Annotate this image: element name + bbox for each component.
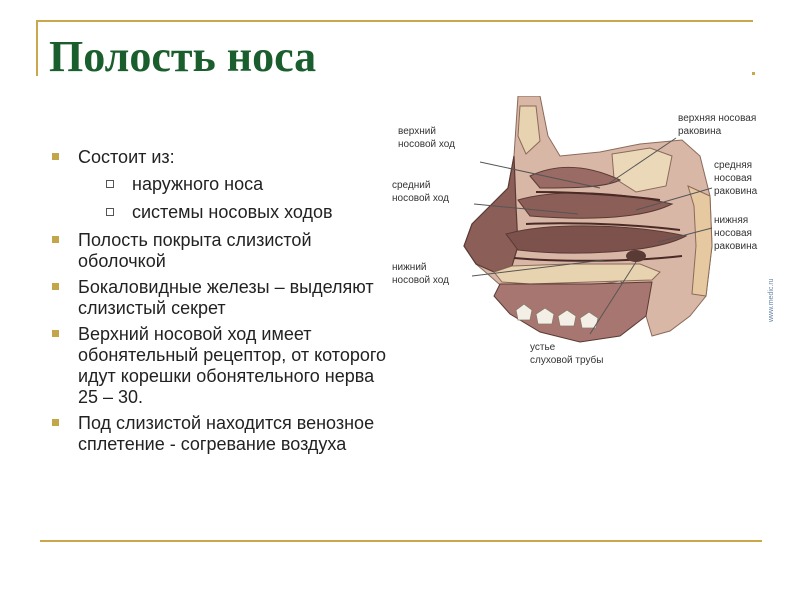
label-middle-meatus [392, 180, 449, 204]
external-nose [464, 156, 518, 272]
label-line: носовой ход [392, 193, 449, 204]
label-lower-concha [714, 215, 758, 252]
square-bullet-icon [52, 330, 59, 337]
label-line: нижний [392, 262, 427, 273]
bullet-text: Под слизистой находится венозное сплетение - согревание воздуха [78, 413, 375, 454]
auditory-tube-opening [626, 250, 646, 262]
sub-list [102, 174, 397, 223]
label-line: средний [392, 180, 431, 191]
label-auditory-tube [530, 342, 603, 366]
bullet-item [52, 324, 397, 408]
label-line: устье [530, 342, 556, 353]
label-line: раковина [678, 126, 722, 137]
square-bullet-icon [52, 283, 59, 290]
bullet-item [52, 277, 397, 319]
sub-bullet-item [102, 174, 397, 195]
label-line: верхний [398, 126, 436, 137]
hard-palate [494, 264, 660, 284]
label-line: средняя [714, 160, 753, 171]
nasal-cavity-figure [390, 96, 760, 381]
slide-title: Полость носа [49, 32, 317, 81]
bullet-text: Состоит из: [78, 147, 175, 167]
hollow-square-bullet-icon [106, 180, 114, 188]
label-line: носовой ход [392, 275, 449, 286]
bullet-text: Бокаловидные железы – выделяют слизистый секрет [78, 277, 374, 318]
label-line: носовая [714, 228, 752, 239]
sub-bullet-item [102, 202, 397, 223]
watermark: www.medic.ru [768, 278, 775, 322]
frame-left-line [36, 20, 38, 76]
label-line: раковина [714, 186, 758, 197]
bullet-item [52, 413, 397, 455]
label-line: нижняя [714, 215, 749, 226]
bullet-text: Полость покрыта слизистой оболочкой [78, 230, 312, 271]
sub-bullet-text: наружного носа [132, 174, 264, 194]
label-line: носовая [714, 173, 752, 184]
bullet-item [52, 147, 397, 223]
bullet-text: Верхний носовой ход имеет обонятельный рецептор, от которого идут корешки обонятельного нерва 25 – 30. [78, 324, 387, 407]
sub-bullet-text: системы носовых ходов [132, 202, 333, 222]
label-upper-concha [678, 113, 759, 137]
frame-top-line [37, 20, 753, 22]
square-bullet-icon [52, 236, 59, 243]
square-bullet-icon [52, 153, 59, 160]
square-bullet-icon [52, 419, 59, 426]
label-line: раковина [714, 241, 758, 252]
label-lower-meatus [392, 262, 449, 286]
decor-dot [752, 72, 755, 75]
nasal-cavity-illustration [390, 96, 760, 381]
bullet-list [52, 147, 397, 460]
label-middle-concha [714, 160, 758, 197]
label-line: верхняя носовая [678, 113, 757, 124]
label-line: слуховой трубы [530, 355, 604, 366]
bullet-item [52, 230, 397, 272]
label-upper-meatus [398, 126, 455, 150]
hollow-square-bullet-icon [106, 208, 114, 216]
frame-bottom-line [40, 540, 762, 542]
label-line: носовой ход [398, 139, 455, 150]
